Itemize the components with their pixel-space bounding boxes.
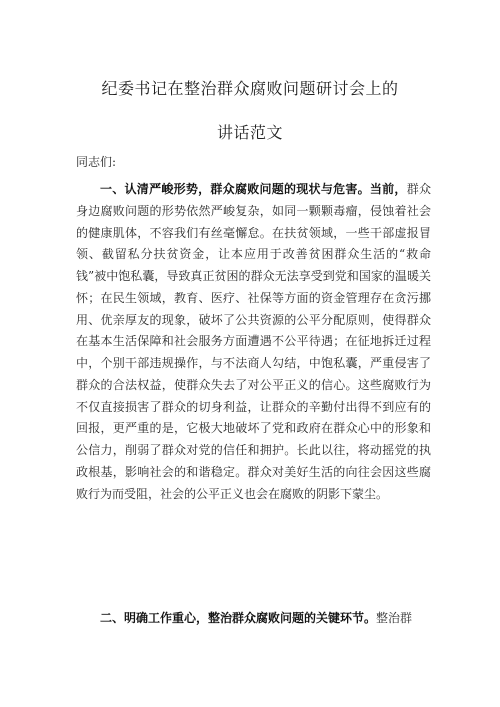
paragraph-2-heading: 二、明确工作重心，整治群众腐败问题的关键环节。: [100, 611, 377, 625]
paragraph-2-text: 整治群: [376, 611, 413, 625]
paragraph-2: [76, 608, 431, 630]
paragraph-1-text: 群众身边腐败问题的形势依然严峻复杂，如同一颗颗毒瘤，侵蚀着社会的健康肌体，不容我们有丝毫懈怠。在扶贫领域，一些干部虚报冒领、截留私分扶贫资金，让本应用于改善贫困群众生活的“救命钱”被中饱私囊，导致真正贫困的群众无法享受到党和国家的温暖关怀；在民生领域，教育、医疗、社保等方面的资金管理存在贪污挪用、优亲厚友的现象，破坏了公共资源的公平分配原则，使得群众在基本生活保障和社会服务方面遭遇不公平待遇；在征地拆迁过程中，个别干部违规操作，与不法商人勾结，中饱私囊，严重侵害了群众的合法权益，使群众失去了对公平正义的信心。这些腐败行为不仅直接损害了群众的切身利益，让群众的辛勤付出得不到应有的回报，更严重的是，它极大地破坏了党和政府在群众心中的形象和公信力，削弱了群众对党的信任和拥护。长此以往，将动摇党的执政根基，影响社会的和谐稳定。群众对美好生活的向往会因这些腐败行为而受阻，社会的公平正义也会在腐败的阴影下蒙尘。: [76, 182, 431, 501]
document-title-line-2: 讲话范文: [216, 123, 283, 142]
paragraph-1-heading: 一、认清严峻形势，群众腐败问题的现状与危害。当前，: [100, 182, 407, 196]
paragraph-1: [76, 179, 431, 505]
document-title-line-1: 纪委书记在整治群众腐败问题研讨会上的: [101, 79, 399, 98]
greeting: 同志们:: [76, 155, 117, 169]
